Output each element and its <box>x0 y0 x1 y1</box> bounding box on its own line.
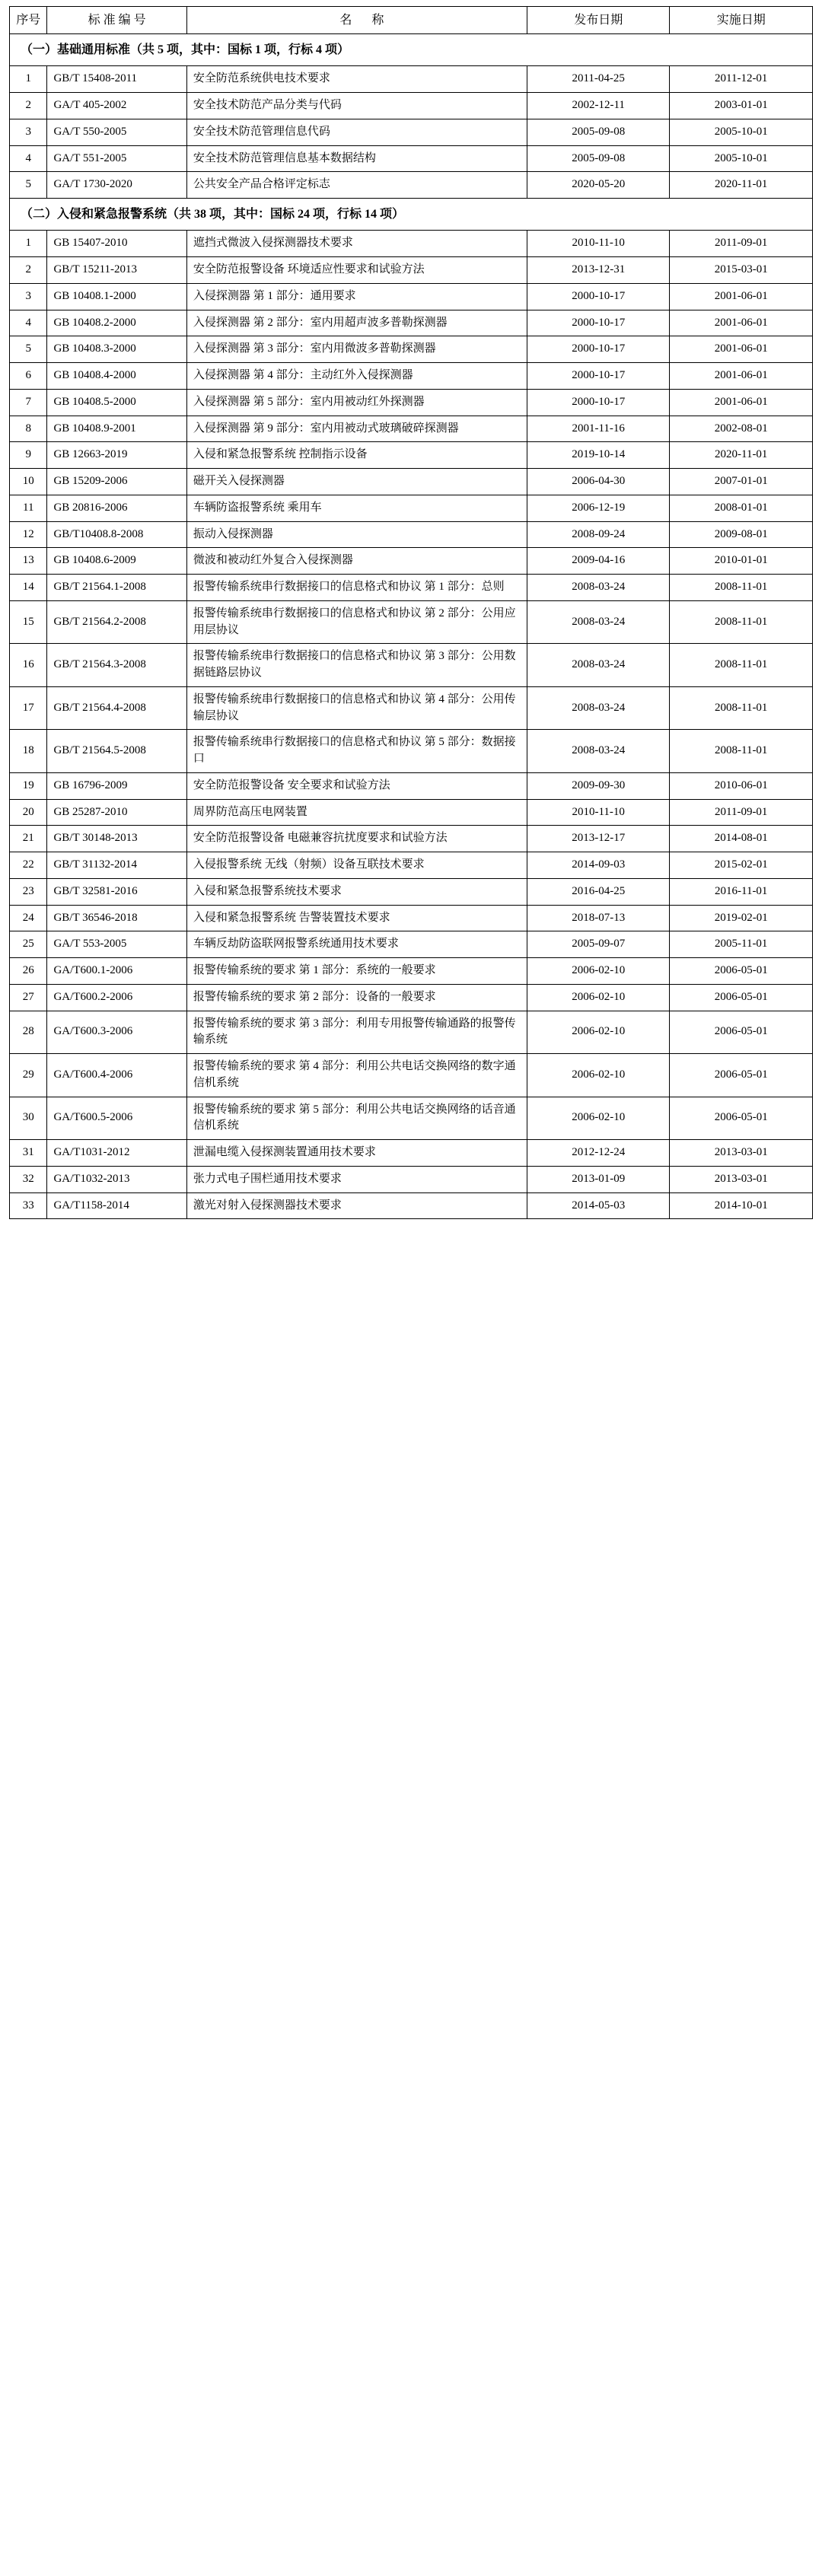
row-standard-code: GB 10408.3-2000 <box>47 336 186 363</box>
row-seq: 9 <box>10 442 47 469</box>
row-seq: 32 <box>10 1166 47 1192</box>
row-publish-date: 2006-02-10 <box>527 1011 670 1054</box>
row-implement-date: 2020-11-01 <box>670 172 813 199</box>
row-standard-code: GB 10408.4-2000 <box>47 363 186 390</box>
table-row <box>10 826 813 852</box>
row-standard-code: GB 16796-2009 <box>47 772 186 799</box>
table-row <box>10 283 813 310</box>
row-standard-code: GA/T1032-2013 <box>47 1166 186 1192</box>
table-row <box>10 416 813 442</box>
row-implement-date: 2006-05-01 <box>670 1054 813 1097</box>
row-standard-code: GB 25287-2010 <box>47 799 186 826</box>
row-seq: 2 <box>10 93 47 119</box>
row-standard-code: GB/T 15211-2013 <box>47 257 186 284</box>
row-standard-code: GB/T 31132-2014 <box>47 852 186 879</box>
row-seq: 1 <box>10 66 47 93</box>
row-implement-date: 2007-01-01 <box>670 469 813 495</box>
row-standard-name: 报警传输系统串行数据接口的信息格式和协议 第 1 部分：总则 <box>186 575 527 601</box>
table-row <box>10 575 813 601</box>
row-implement-date: 2005-11-01 <box>670 931 813 958</box>
row-seq: 19 <box>10 772 47 799</box>
row-implement-date: 2008-11-01 <box>670 575 813 601</box>
row-standard-code: GB/T 32581-2016 <box>47 878 186 905</box>
table-row <box>10 1192 813 1219</box>
row-publish-date: 2012-12-24 <box>527 1140 670 1167</box>
table-row <box>10 644 813 687</box>
row-implement-date: 2009-08-01 <box>670 521 813 548</box>
row-publish-date: 2000-10-17 <box>527 310 670 336</box>
row-standard-code: GA/T 1730-2020 <box>47 172 186 199</box>
row-standard-code: GB/T 30148-2013 <box>47 826 186 852</box>
row-standard-name: 安全技术防范管理信息基本数据结构 <box>186 145 527 172</box>
table-row <box>10 363 813 390</box>
row-publish-date: 2005-09-08 <box>527 145 670 172</box>
row-standard-code: GA/T1031-2012 <box>47 1140 186 1167</box>
header-name-char2: 称 <box>371 14 384 27</box>
row-implement-date: 2011-12-01 <box>670 66 813 93</box>
row-seq: 21 <box>10 826 47 852</box>
row-standard-code: GB 20816-2006 <box>47 495 186 521</box>
section-header-row <box>10 199 813 231</box>
row-publish-date: 2001-11-16 <box>527 416 670 442</box>
row-seq: 16 <box>10 644 47 687</box>
row-standard-code: GB/T 15408-2011 <box>47 66 186 93</box>
row-standard-name: 公共安全产品合格评定标志 <box>186 172 527 199</box>
table-row <box>10 548 813 575</box>
table-row <box>10 231 813 257</box>
row-implement-date: 2015-03-01 <box>670 257 813 284</box>
row-publish-date: 2016-04-25 <box>527 878 670 905</box>
row-standard-name: 报警传输系统串行数据接口的信息格式和协议 第 2 部分：公用应用层协议 <box>186 600 527 644</box>
row-implement-date: 2010-01-01 <box>670 548 813 575</box>
row-seq: 31 <box>10 1140 47 1167</box>
row-publish-date: 2006-02-10 <box>527 1097 670 1140</box>
row-implement-date: 2006-05-01 <box>670 1097 813 1140</box>
row-seq: 6 <box>10 363 47 390</box>
row-standard-code: GA/T600.1-2006 <box>47 958 186 985</box>
row-standard-name: 遮挡式微波入侵探测器技术要求 <box>186 231 527 257</box>
row-implement-date: 2008-11-01 <box>670 644 813 687</box>
row-seq: 8 <box>10 416 47 442</box>
row-standard-code: GB/T 21564.4-2008 <box>47 686 186 730</box>
row-implement-date: 2001-06-01 <box>670 363 813 390</box>
row-standard-name: 振动入侵探测器 <box>186 521 527 548</box>
row-standard-name: 车辆防盗报警系统 乘用车 <box>186 495 527 521</box>
table-row <box>10 389 813 416</box>
row-seq: 15 <box>10 600 47 644</box>
row-seq: 27 <box>10 984 47 1011</box>
row-publish-date: 2013-12-17 <box>527 826 670 852</box>
row-publish-date: 2008-03-24 <box>527 575 670 601</box>
row-seq: 28 <box>10 1011 47 1054</box>
table-row <box>10 336 813 363</box>
row-publish-date: 2005-09-07 <box>527 931 670 958</box>
row-standard-code: GB 10408.1-2000 <box>47 283 186 310</box>
row-standard-code: GB 10408.2-2000 <box>47 310 186 336</box>
row-implement-date: 2006-05-01 <box>670 958 813 985</box>
row-publish-date: 2000-10-17 <box>527 336 670 363</box>
row-standard-name: 报警传输系统的要求 第 5 部分：利用公共电话交换网络的话音通信机系统 <box>186 1097 527 1140</box>
row-standard-code: GA/T 405-2002 <box>47 93 186 119</box>
header-seq: 序号 <box>10 7 47 34</box>
row-seq: 5 <box>10 336 47 363</box>
table-row <box>10 1097 813 1140</box>
table-row <box>10 600 813 644</box>
row-publish-date: 2006-02-10 <box>527 984 670 1011</box>
row-seq: 4 <box>10 310 47 336</box>
row-implement-date: 2001-06-01 <box>670 283 813 310</box>
row-standard-name: 入侵探测器 第 3 部分：室内用微波多普勒探测器 <box>186 336 527 363</box>
row-seq: 26 <box>10 958 47 985</box>
row-seq: 4 <box>10 145 47 172</box>
row-standard-code: GA/T 551-2005 <box>47 145 186 172</box>
row-implement-date: 2010-06-01 <box>670 772 813 799</box>
row-implement-date: 2011-09-01 <box>670 799 813 826</box>
table-row <box>10 442 813 469</box>
table-row <box>10 772 813 799</box>
row-seq: 24 <box>10 905 47 931</box>
row-standard-code: GB/T 21564.5-2008 <box>47 730 186 773</box>
row-standard-code: GB/T 21564.2-2008 <box>47 600 186 644</box>
header-publish-date: 发布日期 <box>527 7 670 34</box>
row-publish-date: 2006-02-10 <box>527 1054 670 1097</box>
row-seq: 25 <box>10 931 47 958</box>
row-standard-code: GA/T600.2-2006 <box>47 984 186 1011</box>
row-seq: 3 <box>10 283 47 310</box>
standards-table <box>9 6 813 1219</box>
row-standard-name: 磁开关入侵探测器 <box>186 469 527 495</box>
row-implement-date: 2015-02-01 <box>670 852 813 879</box>
table-row <box>10 958 813 985</box>
row-standard-code: GA/T 553-2005 <box>47 931 186 958</box>
row-standard-name: 报警传输系统的要求 第 1 部分：系统的一般要求 <box>186 958 527 985</box>
row-implement-date: 2005-10-01 <box>670 145 813 172</box>
row-publish-date: 2014-05-03 <box>527 1192 670 1219</box>
row-publish-date: 2002-12-11 <box>527 93 670 119</box>
row-publish-date: 2000-10-17 <box>527 389 670 416</box>
row-seq: 30 <box>10 1097 47 1140</box>
row-standard-name: 报警传输系统的要求 第 4 部分：利用公共电话交换网络的数字通信机系统 <box>186 1054 527 1097</box>
row-standard-code: GB/T 36546-2018 <box>47 905 186 931</box>
row-publish-date: 2008-03-24 <box>527 730 670 773</box>
table-row <box>10 495 813 521</box>
row-publish-date: 2000-10-17 <box>527 283 670 310</box>
row-implement-date: 2011-09-01 <box>670 231 813 257</box>
row-standard-name: 车辆反劫防盗联网报警系统通用技术要求 <box>186 931 527 958</box>
row-seq: 20 <box>10 799 47 826</box>
row-publish-date: 2008-09-24 <box>527 521 670 548</box>
table-row <box>10 984 813 1011</box>
table-body <box>10 34 813 1219</box>
row-standard-code: GB/T 21564.3-2008 <box>47 644 186 687</box>
row-publish-date: 2008-03-24 <box>527 600 670 644</box>
row-seq: 1 <box>10 231 47 257</box>
table-row <box>10 1054 813 1097</box>
row-standard-name: 报警传输系统的要求 第 2 部分：设备的一般要求 <box>186 984 527 1011</box>
row-publish-date: 2011-04-25 <box>527 66 670 93</box>
row-standard-name: 入侵探测器 第 1 部分：通用要求 <box>186 283 527 310</box>
row-standard-code: GB/T 21564.1-2008 <box>47 575 186 601</box>
row-publish-date: 2010-11-10 <box>527 231 670 257</box>
header-row <box>10 7 813 34</box>
table-row <box>10 66 813 93</box>
row-standard-name: 张力式电子围栏通用技术要求 <box>186 1166 527 1192</box>
row-publish-date: 2009-09-30 <box>527 772 670 799</box>
row-standard-name: 安全防范报警设备 安全要求和试验方法 <box>186 772 527 799</box>
row-implement-date: 2001-06-01 <box>670 336 813 363</box>
row-standard-name: 安全技术防范管理信息代码 <box>186 119 527 145</box>
row-standard-code: GB 10408.9-2001 <box>47 416 186 442</box>
row-seq: 22 <box>10 852 47 879</box>
row-implement-date: 2006-05-01 <box>670 984 813 1011</box>
row-implement-date: 2008-01-01 <box>670 495 813 521</box>
header-implement-date: 实施日期 <box>670 7 813 34</box>
row-standard-name: 安全技术防范产品分类与代码 <box>186 93 527 119</box>
row-standard-code: GB 12663-2019 <box>47 442 186 469</box>
section-header-row <box>10 34 813 66</box>
row-seq: 10 <box>10 469 47 495</box>
row-implement-date: 2013-03-01 <box>670 1140 813 1167</box>
row-seq: 29 <box>10 1054 47 1097</box>
row-publish-date: 2006-12-19 <box>527 495 670 521</box>
row-standard-name: 安全防范报警设备 环境适应性要求和试验方法 <box>186 257 527 284</box>
row-publish-date: 2010-11-10 <box>527 799 670 826</box>
row-publish-date: 2008-03-24 <box>527 686 670 730</box>
row-publish-date: 2018-07-13 <box>527 905 670 931</box>
row-standard-name: 报警传输系统串行数据接口的信息格式和协议 第 5 部分：数据接口 <box>186 730 527 773</box>
row-standard-name: 入侵和紧急报警系统 控制指示设备 <box>186 442 527 469</box>
row-publish-date: 2009-04-16 <box>527 548 670 575</box>
row-implement-date: 2013-03-01 <box>670 1166 813 1192</box>
table-row <box>10 931 813 958</box>
row-implement-date: 2001-06-01 <box>670 310 813 336</box>
row-implement-date: 2014-10-01 <box>670 1192 813 1219</box>
section-title: （二）入侵和紧急报警系统（共 38 项，其中：国标 24 项，行标 14 项） <box>10 199 813 231</box>
row-publish-date: 2000-10-17 <box>527 363 670 390</box>
table-row <box>10 257 813 284</box>
row-standard-name: 安全防范报警设备 电磁兼容抗扰度要求和试验方法 <box>186 826 527 852</box>
row-standard-code: GA/T600.3-2006 <box>47 1011 186 1054</box>
row-implement-date: 2008-11-01 <box>670 600 813 644</box>
row-publish-date: 2013-12-31 <box>527 257 670 284</box>
row-standard-code: GB 10408.6-2009 <box>47 548 186 575</box>
row-publish-date: 2006-02-10 <box>527 958 670 985</box>
table-row <box>10 1011 813 1054</box>
row-standard-name: 入侵探测器 第 5 部分：室内用被动红外探测器 <box>186 389 527 416</box>
row-standard-name: 安全防范系统供电技术要求 <box>186 66 527 93</box>
row-seq: 5 <box>10 172 47 199</box>
row-seq: 14 <box>10 575 47 601</box>
row-implement-date: 2005-10-01 <box>670 119 813 145</box>
row-implement-date: 2003-01-01 <box>670 93 813 119</box>
table-row <box>10 730 813 773</box>
row-standard-name: 入侵报警系统 无线（射频）设备互联技术要求 <box>186 852 527 879</box>
table-row <box>10 905 813 931</box>
row-implement-date: 2002-08-01 <box>670 416 813 442</box>
row-implement-date: 2008-11-01 <box>670 686 813 730</box>
row-standard-code: GB/T10408.8-2008 <box>47 521 186 548</box>
table-row <box>10 145 813 172</box>
section-title: （一）基础通用标准（共 5 项，其中：国标 1 项，行标 4 项） <box>10 34 813 66</box>
header-name <box>186 7 527 34</box>
row-seq: 11 <box>10 495 47 521</box>
row-standard-code: GA/T600.5-2006 <box>47 1097 186 1140</box>
table-header <box>10 7 813 34</box>
row-standard-name: 报警传输系统的要求 第 3 部分：利用专用报警传输通路的报警传输系统 <box>186 1011 527 1054</box>
row-implement-date: 2014-08-01 <box>670 826 813 852</box>
table-row <box>10 1140 813 1167</box>
row-implement-date: 2020-11-01 <box>670 442 813 469</box>
row-seq: 3 <box>10 119 47 145</box>
row-standard-name: 激光对射入侵探测器技术要求 <box>186 1192 527 1219</box>
row-implement-date: 2008-11-01 <box>670 730 813 773</box>
row-standard-name: 周界防范高压电网装置 <box>186 799 527 826</box>
row-standard-code: GB 15407-2010 <box>47 231 186 257</box>
row-seq: 17 <box>10 686 47 730</box>
table-row <box>10 521 813 548</box>
row-standard-name: 入侵和紧急报警系统 告警装置技术要求 <box>186 905 527 931</box>
row-standard-name: 泄漏电缆入侵探测装置通用技术要求 <box>186 1140 527 1167</box>
row-publish-date: 2019-10-14 <box>527 442 670 469</box>
table-row <box>10 310 813 336</box>
row-standard-name: 入侵探测器 第 9 部分：室内用被动式玻璃破碎探测器 <box>186 416 527 442</box>
row-standard-code: GB 15209-2006 <box>47 469 186 495</box>
row-seq: 33 <box>10 1192 47 1219</box>
row-seq: 13 <box>10 548 47 575</box>
row-standard-name: 报警传输系统串行数据接口的信息格式和协议 第 3 部分：公用数据链路层协议 <box>186 644 527 687</box>
table-row <box>10 93 813 119</box>
table-row <box>10 1166 813 1192</box>
table-row <box>10 469 813 495</box>
row-standard-code: GA/T600.4-2006 <box>47 1054 186 1097</box>
row-seq: 7 <box>10 389 47 416</box>
row-standard-code: GB 10408.5-2000 <box>47 389 186 416</box>
row-seq: 2 <box>10 257 47 284</box>
row-publish-date: 2014-09-03 <box>527 852 670 879</box>
row-standard-name: 报警传输系统串行数据接口的信息格式和协议 第 4 部分：公用传输层协议 <box>186 686 527 730</box>
row-implement-date: 2019-02-01 <box>670 905 813 931</box>
row-standard-code: GA/T 550-2005 <box>47 119 186 145</box>
table-row <box>10 686 813 730</box>
row-standard-code: GA/T1158-2014 <box>47 1192 186 1219</box>
row-standard-name: 入侵和紧急报警系统技术要求 <box>186 878 527 905</box>
table-row <box>10 799 813 826</box>
table-row <box>10 852 813 879</box>
table-row <box>10 119 813 145</box>
row-publish-date: 2008-03-24 <box>527 644 670 687</box>
row-publish-date: 2005-09-08 <box>527 119 670 145</box>
row-seq: 12 <box>10 521 47 548</box>
table-row <box>10 172 813 199</box>
row-standard-name: 入侵探测器 第 4 部分：主动红外入侵探测器 <box>186 363 527 390</box>
document-page <box>0 0 822 1227</box>
header-name-char1: 名 <box>339 14 372 27</box>
row-implement-date: 2016-11-01 <box>670 878 813 905</box>
table-row <box>10 878 813 905</box>
row-publish-date: 2013-01-09 <box>527 1166 670 1192</box>
row-seq: 23 <box>10 878 47 905</box>
row-implement-date: 2001-06-01 <box>670 389 813 416</box>
row-standard-name: 入侵探测器 第 2 部分：室内用超声波多普勒探测器 <box>186 310 527 336</box>
header-code: 标 准 编 号 <box>47 7 186 34</box>
row-publish-date: 2020-05-20 <box>527 172 670 199</box>
row-standard-name: 微波和被动红外复合入侵探测器 <box>186 548 527 575</box>
row-publish-date: 2006-04-30 <box>527 469 670 495</box>
row-implement-date: 2006-05-01 <box>670 1011 813 1054</box>
row-seq: 18 <box>10 730 47 773</box>
